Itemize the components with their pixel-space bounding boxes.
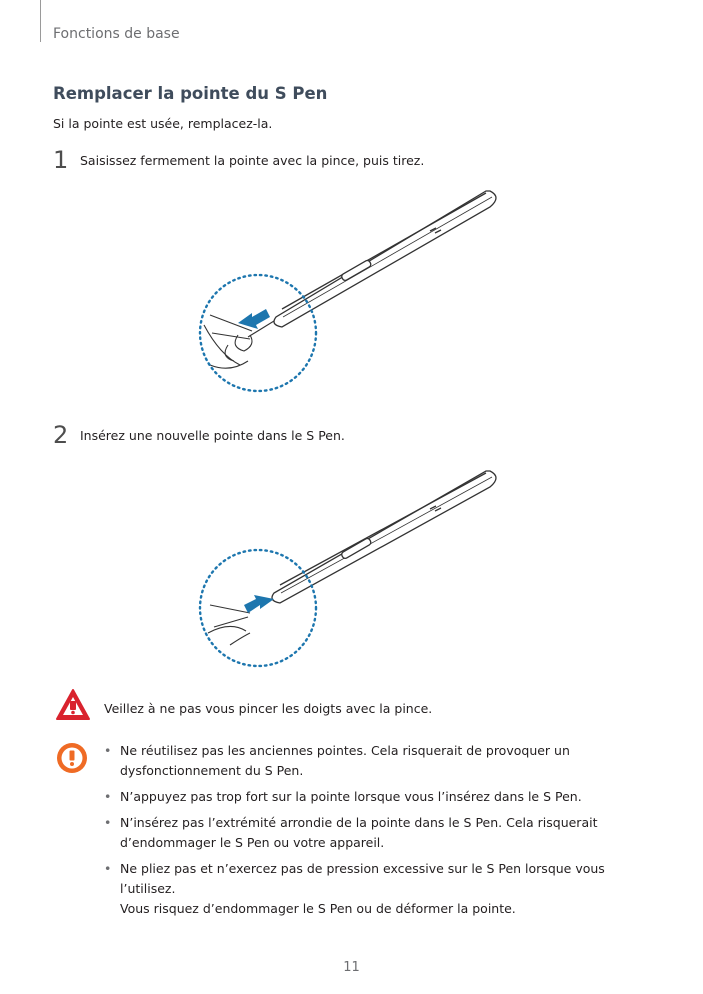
hand-fingers bbox=[204, 325, 248, 368]
caution-text: Veillez à ne pas vous pincer les doigts avec la pince. bbox=[104, 701, 433, 716]
list-item bbox=[104, 859, 664, 919]
section-label: Fonctions de base bbox=[53, 26, 180, 42]
note-line: dysfonctionnement du S Pen. bbox=[120, 763, 304, 778]
detail-circle bbox=[200, 550, 316, 666]
page-number: 11 bbox=[343, 960, 360, 975]
note-line: d’endommager le S Pen ou votre appareil. bbox=[120, 835, 385, 850]
step-text: Saisissez fermement la pointe avec la pince, puis tirez. bbox=[80, 153, 425, 168]
note-line: N’insérez pas l’extrémité arrondie de la pointe dans le S Pen. Cela risquerait bbox=[120, 815, 598, 830]
insert-tip-illustration bbox=[190, 465, 520, 675]
s-pen-body bbox=[272, 471, 496, 603]
new-tip bbox=[208, 605, 250, 645]
s-pen-body bbox=[274, 191, 496, 327]
insert-arrow-icon bbox=[244, 595, 274, 613]
note-line: Ne réutilisez pas les anciennes pointes. Cela risquerait de provoquer un bbox=[120, 743, 570, 758]
warning-circle-icon bbox=[56, 742, 88, 774]
note-line: N’appuyez pas trop fort sur la pointe lorsque vous l’insérez dans le S Pen. bbox=[120, 789, 582, 804]
list-item bbox=[104, 741, 664, 781]
note-line: Vous risquez d’endommager le S Pen ou de déformer la pointe. bbox=[120, 901, 516, 916]
step-number: 2 bbox=[53, 421, 69, 449]
caution-triangle-icon bbox=[55, 688, 91, 722]
detail-circle bbox=[200, 275, 316, 391]
step-text: Insérez une nouvelle pointe dans le S Pen. bbox=[80, 428, 345, 443]
list-item bbox=[104, 813, 664, 853]
intro-text: Si la pointe est usée, remplacez-la. bbox=[53, 116, 273, 131]
list-item bbox=[104, 787, 664, 807]
bullet: • bbox=[104, 861, 112, 876]
header-divider bbox=[40, 0, 41, 42]
remove-tip-illustration bbox=[190, 185, 520, 400]
notes-list bbox=[104, 741, 664, 925]
note-line: Ne pliez pas et n’exercez pas de pression excessive sur le S Pen lorsque vous l’utilisez. bbox=[120, 861, 605, 896]
step-number: 1 bbox=[53, 146, 69, 174]
page-title: Remplacer la pointe du S Pen bbox=[53, 84, 328, 103]
bullet: • bbox=[104, 743, 112, 758]
bullet: • bbox=[104, 789, 112, 804]
bullet: • bbox=[104, 815, 112, 830]
